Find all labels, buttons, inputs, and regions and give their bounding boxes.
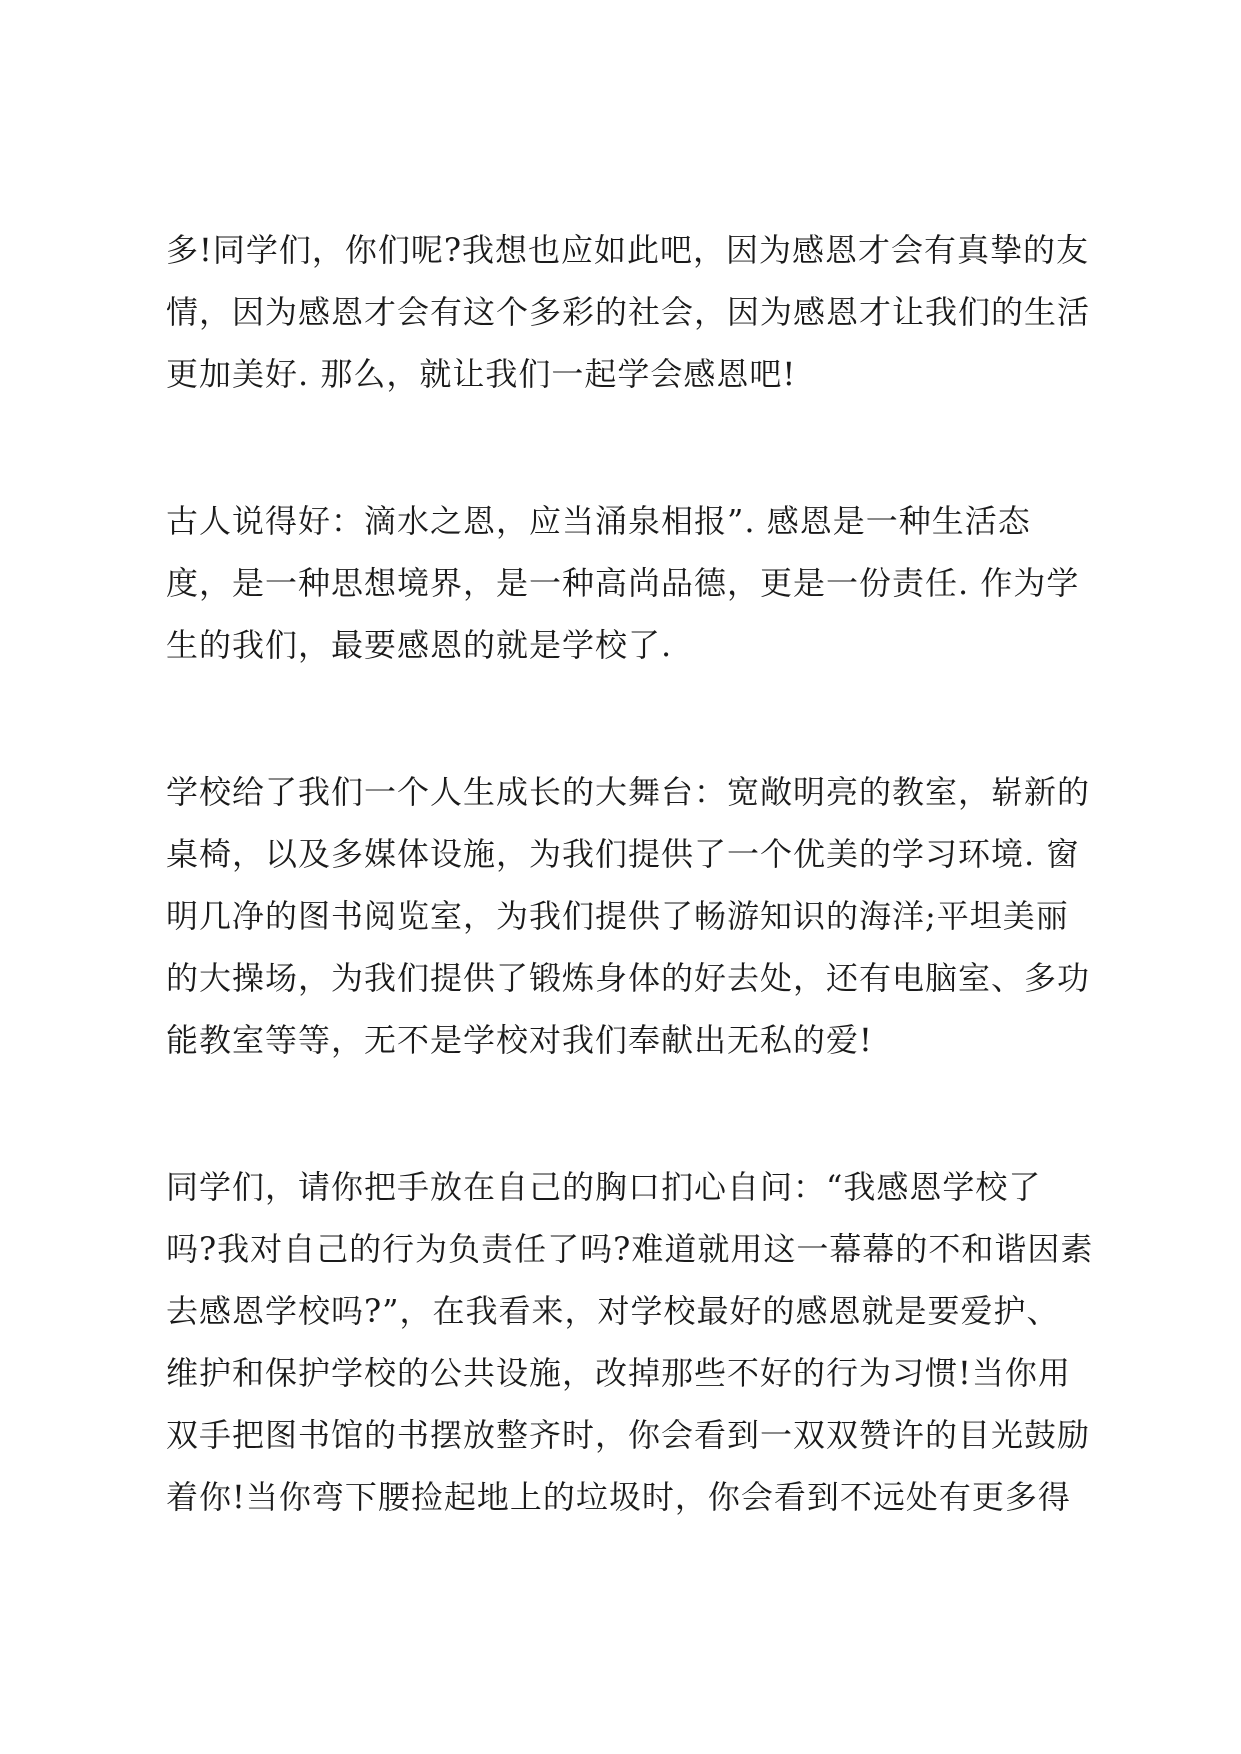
paragraph-spacer (166, 681, 1091, 766)
text-line: 更加美好. 那么，就让我们一起学会感恩吧! (166, 355, 797, 393)
text-line: 同学们，请你把手放在自己的胸口扪心自问：“我感恩学校了 (166, 1168, 1042, 1206)
paragraph-spacer (166, 410, 1091, 495)
paragraph-school-stage (166, 766, 1091, 1076)
text-line: 古人说得好：滴水之恩，应当涌泉相报”. 感恩是一种生活态 (166, 502, 1031, 540)
text-line: 去感恩学校吗?”，在我看来，对学校最好的感恩就是要爱护、 (166, 1292, 1060, 1330)
paragraph-spacer (166, 1076, 1091, 1161)
text-line: 着你!当你弯下腰捡起地上的垃圾时，你会看到不远处有更多得 (166, 1478, 1071, 1516)
paragraph-gratitude-conclusion (166, 224, 1091, 410)
text-line: 学校给了我们一个人生成长的大舞台：宽敞明亮的教室，崭新的 (166, 773, 1091, 811)
paragraph-self-reflection (166, 1161, 1094, 1533)
text-line: 情，因为感恩才会有这个多彩的社会，因为感恩才让我们的生活 (166, 293, 1091, 331)
text-line: 双手把图书馆的书摆放整齐时，你会看到一双双赞许的目光鼓励 (166, 1416, 1091, 1454)
text-line: 能教室等等，无不是学校对我们奉献出无私的爱! (166, 1021, 873, 1059)
text-line: 度，是一种思想境界，是一种高尚品德，更是一份责任. 作为学 (166, 564, 1080, 602)
text-line: 吗?我对自己的行为负责任了吗?难道就用这一幕幕的不和谐因素 (166, 1230, 1094, 1268)
text-line: 的大操场，为我们提供了锻炼身体的好去处，还有电脑室、多功 (166, 959, 1091, 997)
text-line: 生的我们，最要感恩的就是学校了. (166, 626, 673, 664)
paragraph-ancient-saying (166, 495, 1091, 681)
text-line: 维护和保护学校的公共设施，改掉那些不好的行为习惯!当你用 (166, 1354, 1071, 1392)
text-line: 桌椅，以及多媒体设施，为我们提供了一个优美的学习环境. 窗 (166, 835, 1080, 873)
text-line: 多!同学们，你们呢?我想也应如此吧，因为感恩才会有真挚的友 (166, 231, 1090, 269)
document-body (166, 224, 1094, 1533)
text-line: 明几净的图书阅览室，为我们提供了畅游知识的海洋;平坦美丽 (166, 897, 1069, 935)
